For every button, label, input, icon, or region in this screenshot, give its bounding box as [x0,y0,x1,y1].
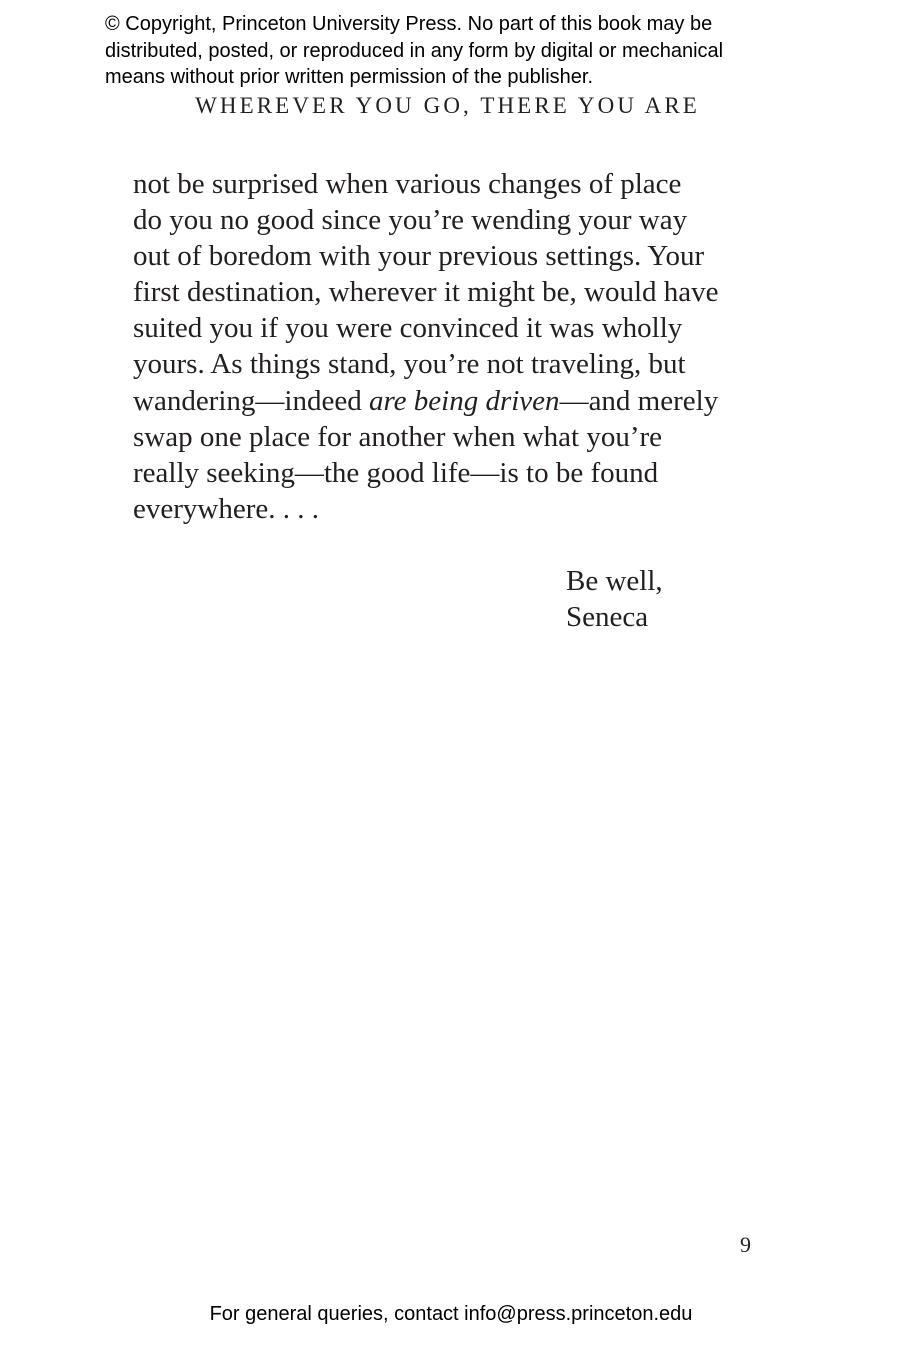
body-line: swap one place for another when what you’re [133,420,663,453]
copyright-line: distributed, posted, or reproduced in any form by digital or mechanical [105,39,724,62]
body-line: suited you if you were convinced it was wholly [133,312,683,345]
copyright-line: means without prior written permission of the publisher. [105,66,594,88]
body-line: out of boredom with your previous settings. Your [133,240,705,273]
closing-salutation: Be well, [566,565,663,597]
body-line: first destination, wherever it might be, would have [133,276,719,309]
signature-name: Seneca [566,601,649,633]
page-number: 9 [740,1232,751,1257]
copyright-notice [105,11,825,91]
footer-contact: For general queries, contact info@press.princeton.edu [209,1303,693,1325]
running-head: WHEREVER YOU GO, THERE YOU ARE [195,93,700,118]
body-line: do you no good since you’re wending your way [133,204,688,237]
body-line: really seeking—the good life—is to be found [133,456,659,489]
body-line: not be surprised when various changes of place [133,168,682,200]
copyright-line: © Copyright, Princeton University Press. No part of this book may be [105,13,713,35]
body-line [133,383,783,419]
body-paragraph [133,166,783,527]
body-line: everywhere. . . . [133,492,319,525]
body-text-segment: —and merely [559,384,719,417]
body-line: yours. As things stand, you’re not traveling, but [133,348,686,381]
body-text-segment: wandering—indeed [133,384,369,417]
letter-signoff [566,563,663,635]
italic-phrase: are being driven [368,384,560,417]
